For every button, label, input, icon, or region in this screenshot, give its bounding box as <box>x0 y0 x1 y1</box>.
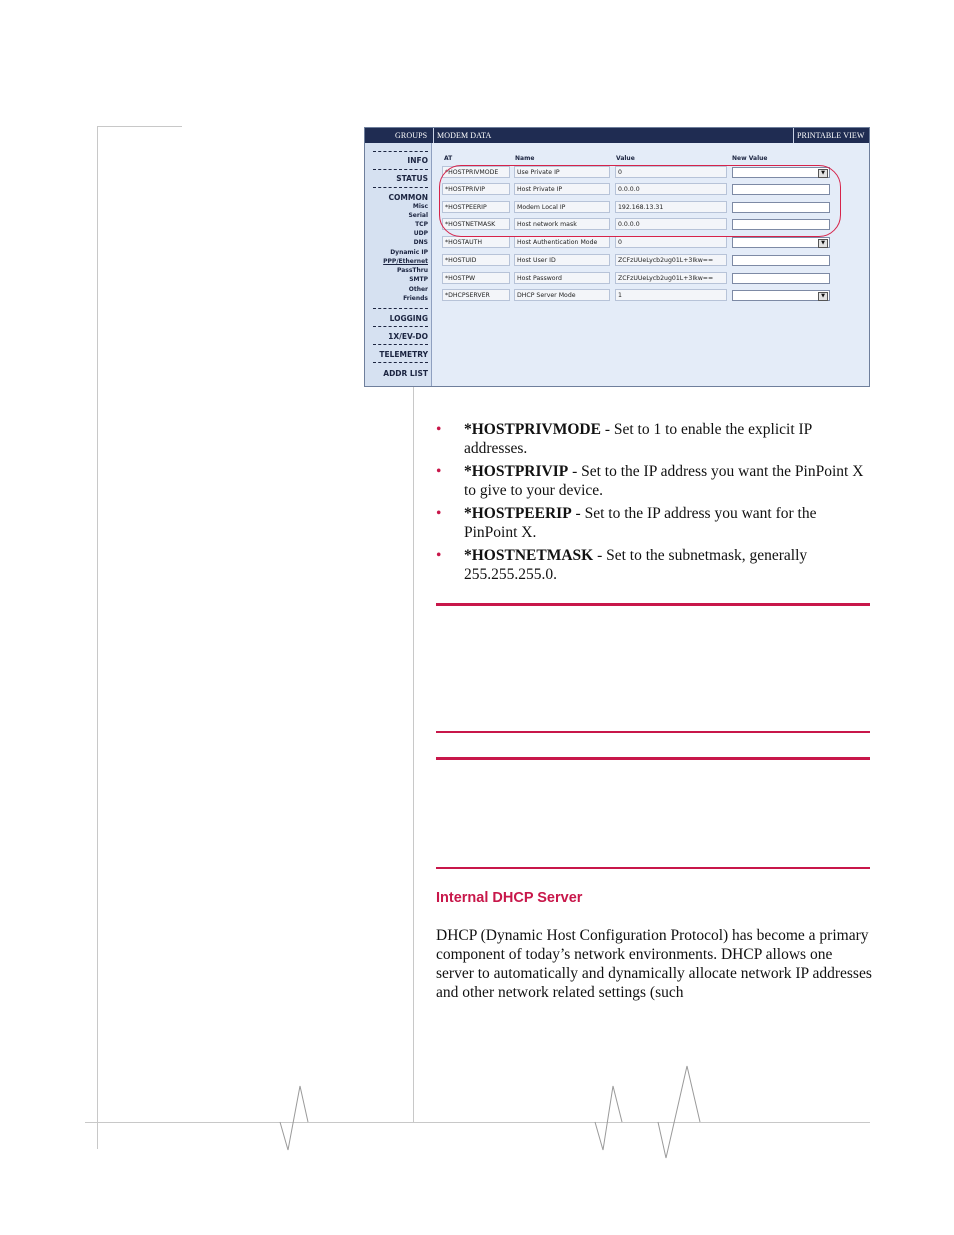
row-name-cell: Host Password <box>514 272 610 284</box>
row-at-cell: *DHCPSERVER <box>442 289 510 301</box>
row-value-cell: 0.0.0.0 <box>615 183 727 195</box>
sidebar-sub-dns[interactable]: DNS <box>413 239 428 246</box>
row-value-cell: 1 <box>615 289 727 301</box>
groups-sidebar <box>365 143 432 386</box>
new-value-select[interactable] <box>732 290 830 301</box>
caution-box-bottom-rule <box>436 867 870 869</box>
new-value-input[interactable] <box>732 255 830 266</box>
list-item: • *HOSTPEERIP - Set to the IP address you want for the PinPoint X. <box>436 505 817 541</box>
row-value-cell: ZCFzUUeLycb2ug01L+3Ikw== <box>615 272 727 284</box>
sidebar-sub-dynamic-ip[interactable]: Dynamic IP <box>390 249 428 256</box>
sidebar-item-info[interactable]: INFO <box>407 156 428 165</box>
row-name-cell: Host Private IP <box>514 183 610 195</box>
row-name-cell: DHCP Server Mode <box>514 289 610 301</box>
chevron-down-icon[interactable]: ▼ <box>818 169 828 178</box>
groups-label: GROUPS <box>395 131 428 140</box>
new-value-input[interactable] <box>732 273 830 284</box>
sidebar-sub-ppp-ethernet[interactable]: PPP/Ethernet <box>383 258 428 265</box>
bullet-term: *HOSTPEERIP <box>464 505 572 522</box>
sidebar-item-logging[interactable]: LOGGING <box>389 314 428 323</box>
modem-config-screenshot <box>364 127 870 387</box>
row-at-cell: *HOSTAUTH <box>442 236 510 248</box>
row-value-cell: 192.168.13.31 <box>615 201 727 213</box>
list-item: • *HOSTPRIVMODE - Set to 1 to enable the explicit IP addresses. <box>436 421 812 457</box>
column-header-new-value: New Value <box>732 155 768 162</box>
chevron-down-icon[interactable]: ▼ <box>818 292 828 301</box>
column-header-name: Name <box>515 155 535 162</box>
row-at-cell: *HOSTPRIVMODE <box>442 166 510 178</box>
chevron-down-icon[interactable]: ▼ <box>818 239 828 248</box>
row-name-cell: Modem Local IP <box>514 201 610 213</box>
sidebar-item-status[interactable]: STATUS <box>396 174 428 183</box>
sidebar-sub-udp[interactable]: UDP <box>413 230 428 237</box>
row-value-cell: 0 <box>615 236 727 248</box>
row-at-cell: *HOSTUID <box>442 254 510 266</box>
sidebar-sub-misc[interactable]: Misc <box>412 203 428 210</box>
section-heading: Internal DHCP Server <box>436 890 583 906</box>
row-name-cell: Host network mask <box>514 218 610 230</box>
sidebar-sub-other[interactable]: Other <box>408 286 428 293</box>
bullet-term: *HOSTNETMASK <box>464 547 594 564</box>
row-value-cell: 0.0.0.0 <box>615 218 727 230</box>
row-at-cell: *HOSTPW <box>442 272 510 284</box>
row-value-cell: ZCFzUUeLycb2ug01L+3Ikw== <box>615 254 727 266</box>
sidebar-item-evdo[interactable]: 1X/EV-DO <box>388 332 428 341</box>
sidebar-sub-friends[interactable]: Friends <box>403 295 428 302</box>
sidebar-sub-smtp[interactable]: SMTP <box>409 276 428 283</box>
printable-view-link[interactable]: PRINTABLE VIEW <box>797 131 865 140</box>
row-at-cell: *HOSTPRIVIP <box>442 183 510 195</box>
body-paragraph: DHCP (Dynamic Host Configuration Protocol) has become a primary component of today’s network environments. DHCP allows one server to automatically and dynamically allocate network IP addresses and other network related settings (such <box>436 927 872 1001</box>
column-header-value: Value <box>616 155 635 162</box>
row-name-cell: Host User ID <box>514 254 610 266</box>
panel-header-bar <box>365 128 869 143</box>
bullet-text: - Set to the subnetmask, generally 255.255.255.0. <box>464 547 808 583</box>
bullet-text: - Set to 1 to enable the explicit IP addresses. <box>464 421 812 457</box>
new-value-select[interactable] <box>732 237 830 248</box>
sidebar-item-telemetry[interactable]: TELEMETRY <box>379 350 428 359</box>
bullet-term: *HOSTPRIVIP <box>464 463 569 480</box>
list-item: • *HOSTPRIVIP - Set to the IP address you want the PinPoint X to give to your device. <box>436 463 864 499</box>
caution-box-top-rule <box>436 757 870 760</box>
bullet-term: *HOSTPRIVMODE <box>464 421 601 438</box>
sidebar-item-addr-list[interactable]: ADDR LIST <box>383 369 428 378</box>
sidebar-sub-tcp[interactable]: TCP <box>415 221 428 228</box>
sidebar-sub-serial[interactable]: Serial <box>408 212 428 219</box>
modem-data-label: MODEM DATA <box>437 131 492 140</box>
column-header-at: AT <box>444 155 453 162</box>
highlight-ellipse <box>439 165 841 237</box>
note-box-bottom-rule <box>436 731 870 733</box>
row-at-cell: *HOSTNETMASK <box>442 218 510 230</box>
note-box-top-rule <box>436 603 870 606</box>
bullet-text: - Set to the IP address you want for the PinPoint X. <box>464 505 817 541</box>
row-name-cell: Host Authentication Mode <box>514 236 610 248</box>
setting-bullet-list <box>436 420 866 588</box>
row-at-cell: *HOSTPEERIP <box>442 201 510 213</box>
row-value-cell: 0 <box>615 166 727 178</box>
sidebar-sub-passthru[interactable]: PassThru <box>396 267 428 274</box>
list-item: • *HOSTNETMASK - Set to the subnetmask, generally 255.255.255.0. <box>436 547 808 583</box>
sidebar-item-common[interactable]: COMMON <box>388 193 428 202</box>
row-name-cell: Use Private IP <box>514 166 610 178</box>
bullet-text: - Set to the IP address you want the PinPoint X to give to your device. <box>464 463 864 499</box>
